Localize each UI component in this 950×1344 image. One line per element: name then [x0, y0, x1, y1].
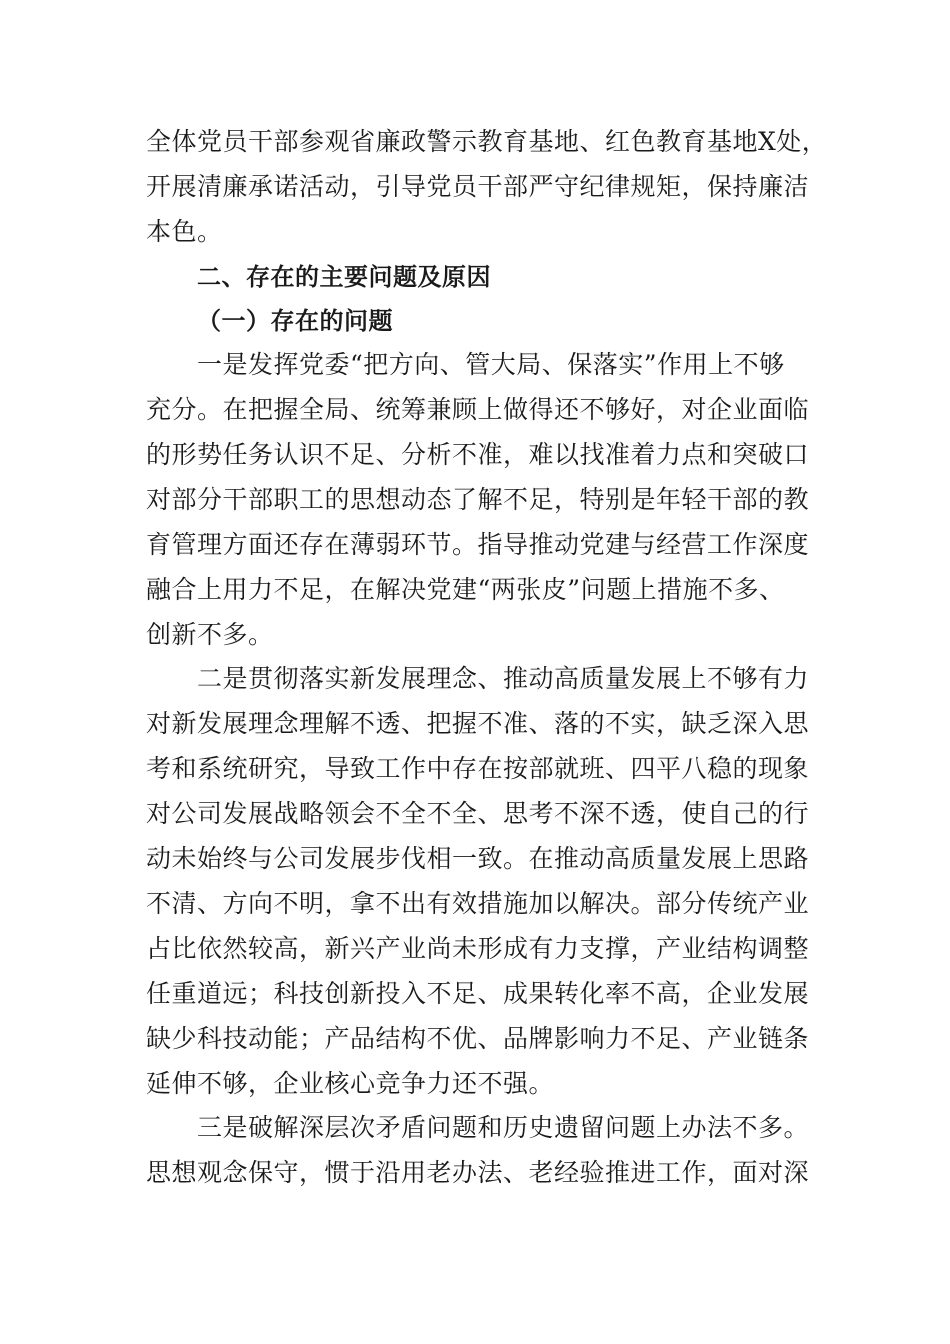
text-line: 一是发挥党委“把方向、管大局、保落实”作用上不够 — [197, 350, 785, 379]
text-line: 考和系统研究，导致工作中存在按部就班、四平八稳的现象 — [146, 754, 810, 783]
text-line: 二是贯彻落实新发展理念、推动高质量发展上不够有力 — [197, 664, 810, 693]
text-line: 思想观念保守，惯于沿用老办法、老经验推进工作，面对深 — [146, 1158, 810, 1187]
text-line: 对公司发展战略领会不全不全、思考不深不透，使自己的行 — [146, 799, 810, 828]
text-line: 三是破解深层次矛盾问题和历史遗留问题上办法不多。 — [197, 1113, 810, 1142]
text-line: 充分。在把握全局、统筹兼顾上做得还不够好，对企业面临 — [146, 395, 810, 424]
text-line: 创新不多。 — [146, 620, 274, 649]
text-line: 融合上用力不足，在解决党建“两张皮”问题上措施不多、 — [146, 575, 785, 604]
text-line: 延伸不够，企业核心竞争力还不强。 — [146, 1069, 555, 1098]
text-line: 不清、方向不明，拿不出有效措施加以解决。部分传统产业 — [146, 889, 810, 918]
subsection-heading: （一）存在的问题 — [197, 306, 393, 335]
text-line: 任重道远；科技创新投入不足、成果转化率不高，企业发展 — [146, 979, 810, 1008]
section-heading: 二、存在的主要问题及原因 — [197, 263, 491, 291]
text-line: 的形势任务认识不足、分析不准，难以找准着力点和突破口 — [146, 440, 810, 469]
text-line: 动未始终与公司发展步伐相一致。在推动高质量发展上思路 — [146, 844, 810, 873]
text-line: 本色。 — [146, 217, 223, 246]
text-line: 开展清廉承诺活动，引导党员干部严守纪律规矩，保持廉洁 — [146, 172, 810, 201]
text-line: 育管理方面还存在薄弱环节。指导推动党建与经营工作深度 — [146, 530, 810, 559]
text-line: 对新发展理念理解不透、把握不准、落的不实，缺乏深入思 — [146, 709, 810, 738]
text-line: 对部分干部职工的思想动态了解不足，特别是年轻干部的教 — [146, 485, 810, 514]
text-line: 全体党员干部参观省廉政警示教育基地、红色教育基地X处， — [146, 127, 828, 156]
text-line: 占比依然较高，新兴产业尚未形成有力支撑，产业结构调整 — [146, 934, 810, 963]
text-line: 缺少科技动能；产品结构不优、品牌影响力不足、产业链条 — [146, 1024, 810, 1053]
